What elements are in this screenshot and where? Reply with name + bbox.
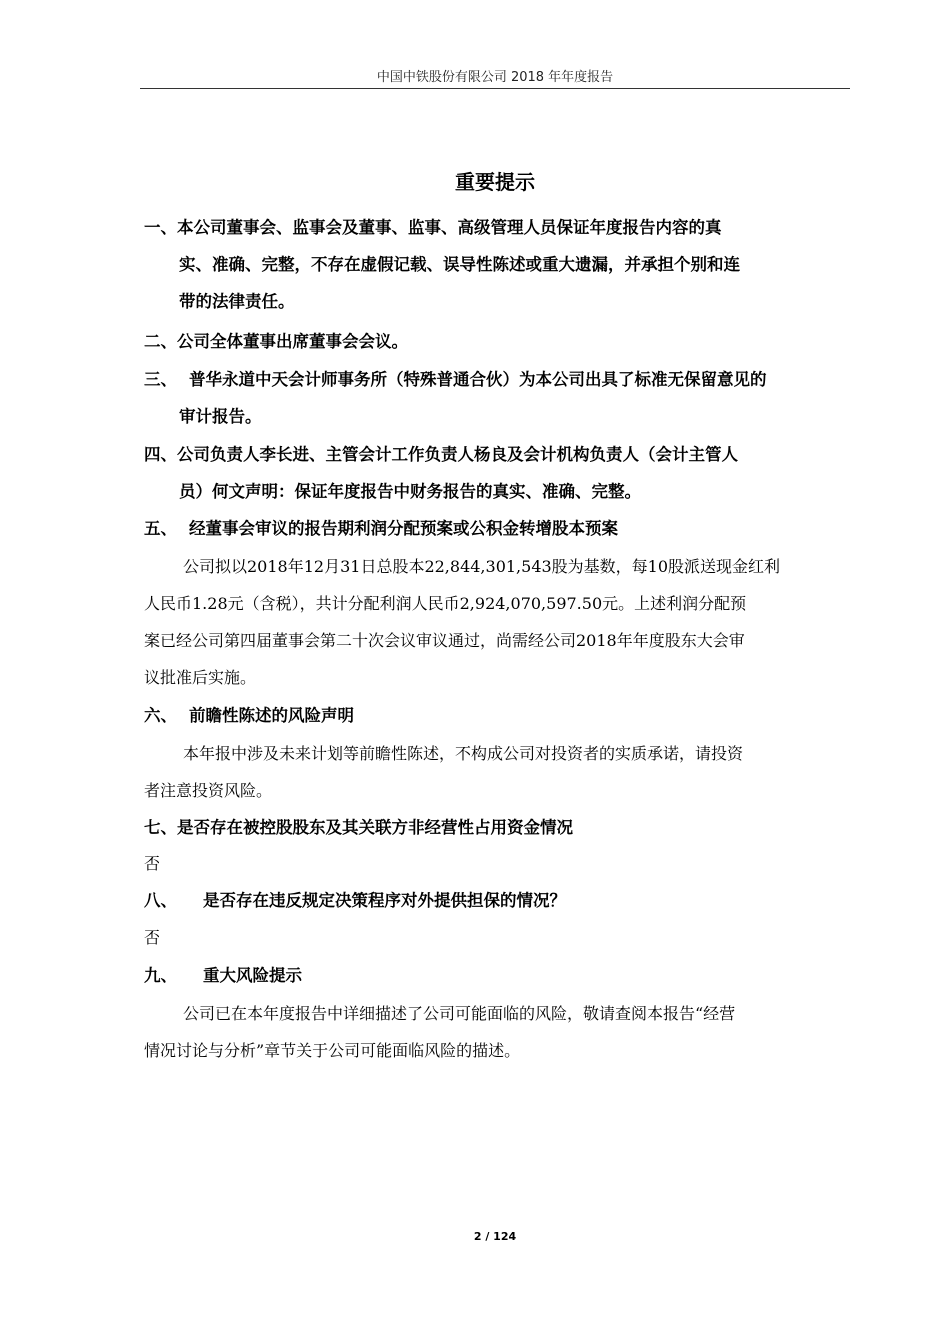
item-6-number: 六、 xyxy=(144,706,177,725)
page-title: 重要提示 xyxy=(455,170,535,194)
running-header: 中国中铁股份有限公司 2018 年年度报告 xyxy=(376,70,614,85)
item-6-paragraph-line-2: 者注意投资风险。 xyxy=(144,781,273,800)
item-5-paragraph-line-2: 人民币1.28元（含税），共计分配利润人民币2,924,070,597.50元。上述利润分配预 xyxy=(144,594,747,613)
item-7 xyxy=(144,809,850,846)
item-1 xyxy=(144,209,850,246)
item-2-line-1: 公司全体董事出席董事会会议。 xyxy=(177,332,408,351)
item-9-paragraph-line-1: 公司已在本年度报告中详细描述了公司可能面临的风险，敬请查阅本报告“经营 xyxy=(183,1004,736,1023)
page-number: 2 / 124 xyxy=(473,1230,517,1243)
item-1-line-3: 带的法律责任。 xyxy=(179,292,295,311)
item-1-line-2: 实、准确、完整，不存在虚假记载、误导性陈述或重大遗漏，并承担个别和连 xyxy=(179,255,740,274)
item-2 xyxy=(144,323,850,360)
item-8-number: 八、 xyxy=(144,891,177,910)
item-6-paragraph-line-1: 本年报中涉及未来计划等前瞻性陈述，不构成公司对投资者的实质承诺，请投资 xyxy=(183,744,744,763)
item-8 xyxy=(144,882,850,919)
item-8-answer: 否 xyxy=(144,928,161,947)
item-5-number: 五、 xyxy=(144,519,177,538)
item-5-paragraph-line-1: 公司拟以2018年12月31日总股本22,844,301,543股为基数，每10股派送现金红利 xyxy=(183,557,781,576)
item-2-number: 二、 xyxy=(144,332,177,351)
item-5 xyxy=(144,510,850,547)
item-4-line-1: 公司负责人李长进、主管会计工作负责人杨良及会计机构负责人（会计主管人 xyxy=(177,445,738,464)
item-5-paragraph-line-4: 议批准后实施。 xyxy=(144,668,257,687)
item-4-number: 四、 xyxy=(144,445,177,464)
item-3-line-1: 普华永道中天会计师事务所（特殊普通合伙）为本公司出具了标准无保留意见的 xyxy=(189,370,767,389)
item-6-heading: 前瞻性陈述的风险声明 xyxy=(189,706,354,725)
item-7-answer: 否 xyxy=(144,854,161,873)
item-8-heading: 是否存在违反规定决策程序对外提供担保的情况？ xyxy=(203,891,566,910)
item-7-number: 七、 xyxy=(144,818,177,837)
item-5-heading: 经董事会审议的报告期利润分配预案或公积金转增股本预案 xyxy=(189,519,618,538)
item-7-heading: 是否存在被控股股东及其关联方非经营性占用资金情况 xyxy=(177,818,573,837)
item-5-paragraph-line-3: 案已经公司第四届董事会第二十次会议审议通过，尚需经公司2018年年度股东大会审 xyxy=(144,631,745,650)
item-4-line-2: 员）何文声明：保证年度报告中财务报告的真实、准确、完整。 xyxy=(179,482,641,501)
item-3-line-2: 审计报告。 xyxy=(179,407,262,426)
item-6 xyxy=(144,697,850,734)
item-9-paragraph-line-2: 情况讨论与分析”章节关于公司可能面临风险的描述。 xyxy=(144,1041,521,1060)
header-rule xyxy=(140,88,850,89)
item-9-number: 九、 xyxy=(144,966,177,985)
item-1-number: 一、 xyxy=(144,218,177,237)
item-9 xyxy=(144,957,850,994)
item-1-line-1: 本公司董事会、监事会及董事、监事、高级管理人员保证年度报告内容的真 xyxy=(177,218,722,237)
item-4 xyxy=(144,436,850,473)
item-3 xyxy=(144,361,850,398)
item-3-number: 三、 xyxy=(144,370,177,389)
item-9-heading: 重大风险提示 xyxy=(203,966,302,985)
